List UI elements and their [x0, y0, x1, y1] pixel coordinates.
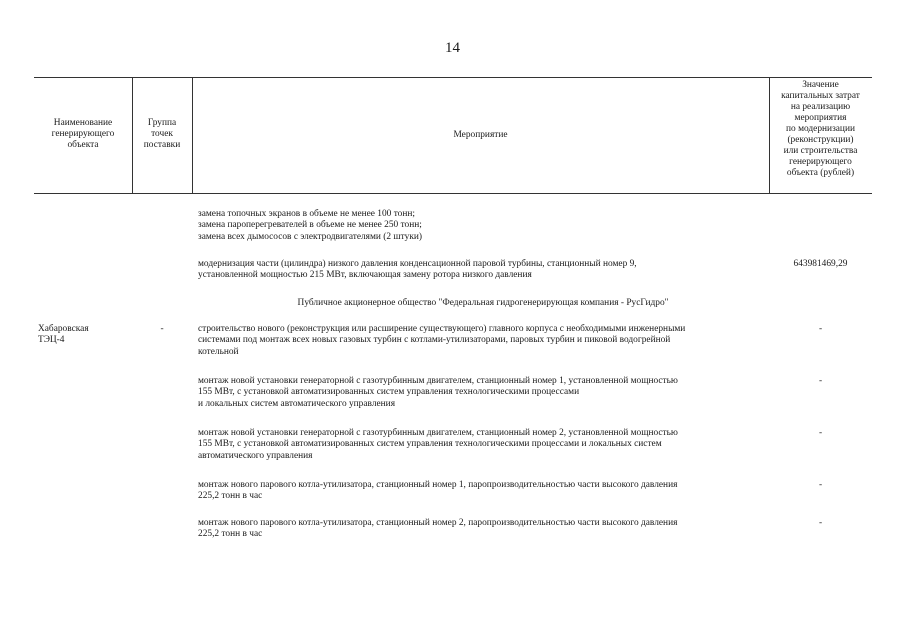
point-group-cell: -: [160, 324, 164, 334]
cost-row-2: 643981469,29: [793, 259, 848, 269]
cost-row-7: -: [818, 480, 823, 490]
header-point-group: Группа точек поставки: [143, 118, 181, 150]
header-cost: Значение капитальных затрат на реализацию мероприятия по модернизации (реконструкции) или строительства генерирующего объекта (рублей): [781, 80, 860, 178]
section-heading: Публичное акционерное общество "Федеральная гидрогенерирующая компания - РусГидро": [297, 298, 669, 308]
measure-row-6: монтаж новой установки генераторной с газотурбинным двигателем, станционный номер 2, установленной мощностью 155 МВт, с установкой автоматизированных систем управления технологическими процессами и локальных систем автоматического управления: [198, 428, 678, 461]
header-object-name: Наименование генерирующего объекта: [51, 118, 115, 150]
cost-row-6: -: [818, 428, 823, 438]
cost-row-4: -: [818, 324, 823, 334]
measure-row-2: модернизация части (цилиндра) низкого давления конденсационной паровой турбины, станционный номер 9, установленной мощностью 215 МВт, включающая замену ротора низкого давления: [198, 259, 637, 281]
cost-row-5: -: [818, 376, 823, 386]
table-top-rule: [34, 77, 872, 78]
table-header-bottom-rule: [34, 193, 872, 194]
object-name-cell: Хабаровская ТЭЦ-4: [38, 324, 89, 346]
measure-row-5: монтаж новой установки генераторной с газотурбинным двигателем, станционный номер 1, установленной мощностью 155 МВт, с установкой автоматизированных систем управления технологическими процессами и локальных систем автоматического управления: [198, 376, 678, 409]
measure-row-1: замена топочных экранов в объеме не менее 100 тонн; замена пароперегревателей в объеме не менее 250 тонн; замена всех дымососов с электродвигателями (2 штуки): [198, 209, 423, 242]
measure-row-8: монтаж нового парового котла-утилизатора, станционный номер 2, паропроизводительностью части высокого давления 225,2 тонн в час: [198, 518, 678, 540]
page-number: 14: [445, 40, 460, 56]
measure-row-7: монтаж нового парового котла-утилизатора, станционный номер 1, паропроизводительностью части высокого давления 225,2 тонн в час: [198, 480, 678, 502]
cost-row-8: -: [818, 518, 823, 528]
measure-row-4: строительство нового (реконструкция или расширение существующего) главного корпуса с необходимыми инженерными системами под монтаж всех новых газовых турбин с котлами-утилизаторами, паровых турбин и пиковой водогрейной котельной: [198, 324, 686, 357]
header-measure: Мероприятие: [453, 130, 508, 140]
